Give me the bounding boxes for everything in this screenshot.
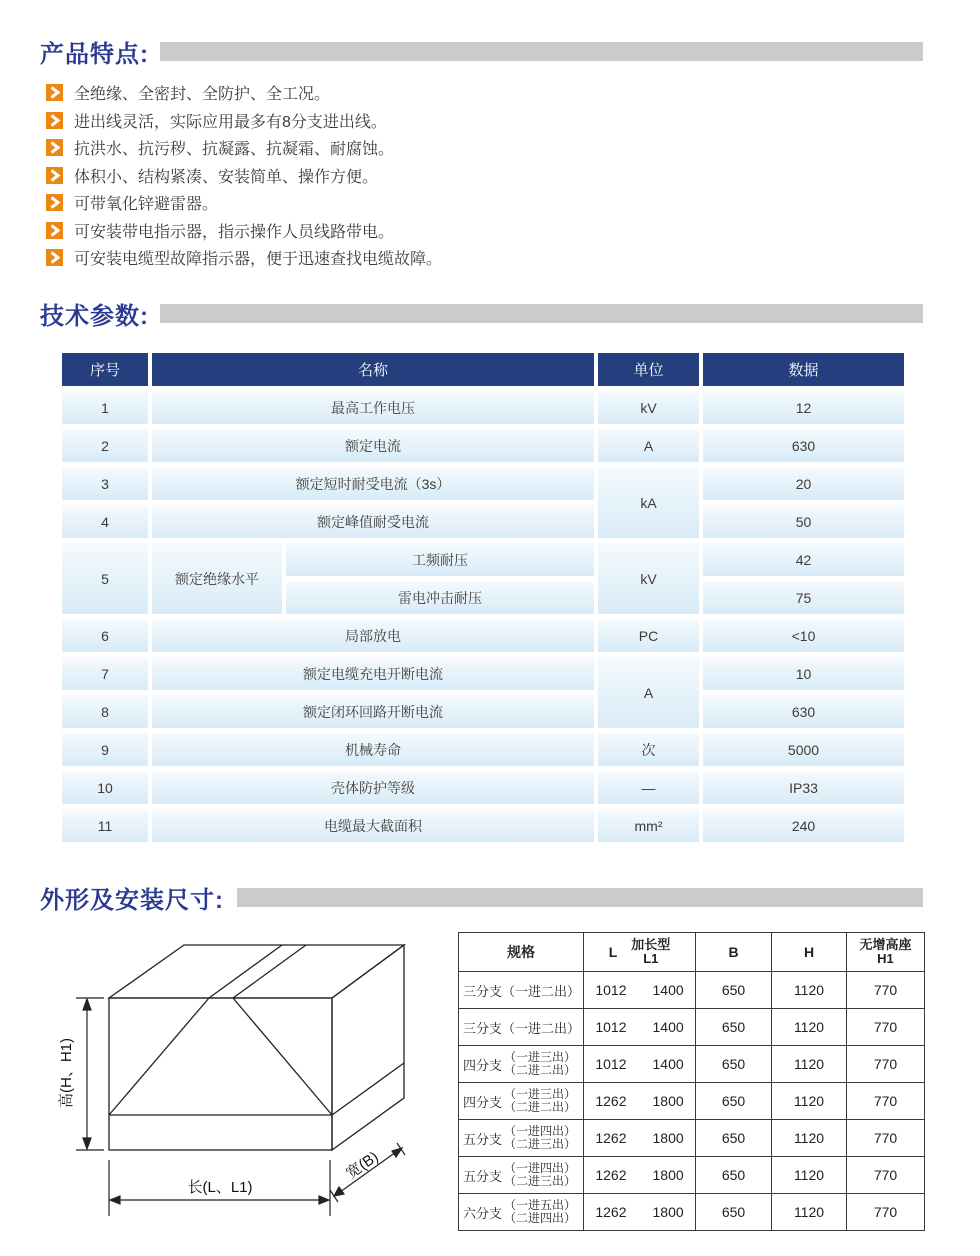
dims-spec-line2: （二进三出） — [504, 1174, 577, 1188]
param-unit: mm² — [598, 809, 699, 842]
param-value: 20 — [703, 467, 904, 500]
dims-spec: 三分支（一进二出） — [459, 1009, 584, 1046]
dims-l-l1 — [584, 1194, 696, 1231]
height-label: 高(H、H1) — [58, 1038, 75, 1108]
dims-l1: 1400 — [652, 982, 684, 998]
chevron-right-icon — [46, 84, 63, 101]
dims-b: 650 — [696, 972, 772, 1009]
dims-b: 650 — [696, 1046, 772, 1083]
param-no: 8 — [62, 695, 148, 728]
param-no: 3 — [62, 467, 148, 500]
dims-spec-line2: （二进四出） — [504, 1211, 577, 1225]
dims-row — [459, 1120, 925, 1157]
dims-spec — [459, 1083, 584, 1120]
height-dimension — [76, 998, 104, 1150]
dims-h1: 770 — [847, 972, 925, 1009]
param-value: IP33 — [703, 771, 904, 804]
features-list — [46, 84, 442, 277]
dims-l: 1262 — [595, 1167, 627, 1183]
dims-spec-prefix: 四分支 — [463, 1057, 503, 1073]
features-title: 产品特点: — [40, 41, 149, 68]
params-header-row — [62, 353, 904, 386]
features-title-bar — [160, 42, 923, 61]
dims-h1: 770 — [847, 1120, 925, 1157]
dims-spec — [459, 1120, 584, 1157]
param-no: 7 — [62, 657, 148, 690]
dims-spec — [459, 1046, 584, 1083]
dims-l1: 1400 — [652, 1019, 684, 1035]
params-row — [62, 809, 904, 842]
param-unit: kV — [598, 543, 699, 614]
chevron-right-icon — [46, 249, 63, 266]
dims-header-l1-top: 加长型 — [631, 936, 671, 952]
dims-h: 1120 — [772, 1194, 847, 1231]
param-value: 240 — [703, 809, 904, 842]
param-no: 11 — [62, 809, 148, 842]
dims-spec-line2: （二进二出） — [504, 1100, 577, 1114]
dims-l1: 1800 — [652, 1167, 684, 1183]
param-value: 630 — [703, 695, 904, 728]
params-row — [62, 771, 904, 804]
dims-h: 1120 — [772, 1120, 847, 1157]
feature-text: 可安装带电指示器，指示操作人员线路带电。 — [74, 223, 395, 241]
param-name: 额定短时耐受电流（3s） — [152, 467, 594, 500]
feature-text: 可安装电缆型故障指示器，便于迅速查找电缆故障。 — [74, 251, 443, 268]
dims-h1: 770 — [847, 1083, 925, 1120]
params-header-data: 数据 — [703, 353, 904, 386]
width-label: 宽(B) — [343, 1148, 382, 1183]
params-row — [62, 543, 904, 576]
param-no: 6 — [62, 619, 148, 652]
param-value: <10 — [703, 619, 904, 652]
feature-text: 进出线灵活，实际应用最多有8分支进出线。 — [74, 113, 387, 131]
param-value: 5000 — [703, 733, 904, 766]
params-header-name: 名称 — [152, 353, 594, 386]
dims-h1: 770 — [847, 1157, 925, 1194]
dims-h1: 770 — [847, 1009, 925, 1046]
dims-spec: 三分支（一进二出） — [459, 972, 584, 1009]
dims-h: 1120 — [772, 1009, 847, 1046]
dims-l: 1012 — [595, 982, 627, 998]
dims-l: 1262 — [595, 1093, 627, 1109]
chevron-right-icon — [46, 194, 63, 211]
length-label: 长(L、L1) — [187, 1179, 253, 1196]
dims-l-l1 — [584, 1009, 696, 1046]
dims-row — [459, 1157, 925, 1194]
dims-spec-prefix: 六分支 — [463, 1205, 503, 1221]
param-unit: PC — [598, 619, 699, 652]
dims-header-spec: 规格 — [459, 933, 584, 972]
dims-l-l1 — [584, 1157, 696, 1194]
param-no: 2 — [62, 429, 148, 462]
dims-header-h1-sub: H1 — [877, 951, 894, 966]
feature-item — [46, 167, 442, 184]
dims-h1: 770 — [847, 1046, 925, 1083]
dims-header-l1: L1 — [643, 951, 659, 966]
param-value: 75 — [703, 581, 904, 614]
dims-row — [459, 1009, 925, 1046]
chevron-right-icon — [46, 139, 63, 156]
dims-title-bar — [237, 888, 923, 907]
param-no: 1 — [62, 391, 148, 424]
dims-h1: 770 — [847, 1194, 925, 1231]
feature-item — [46, 222, 442, 239]
params-row — [62, 695, 904, 728]
feature-text: 体积小、结构紧凑、安装简单、操作方便。 — [74, 168, 379, 186]
dims-b: 650 — [696, 1120, 772, 1157]
param-name: 机械寿命 — [152, 733, 594, 766]
dims-spec-prefix: 五分支 — [463, 1131, 503, 1147]
dims-header-l-l1 — [584, 933, 696, 972]
feature-text: 抗洪水、抗污秽、抗凝露、抗凝霜、耐腐蚀。 — [74, 141, 395, 158]
dims-l: 1012 — [595, 1056, 627, 1072]
dims-h: 1120 — [772, 972, 847, 1009]
dims-row — [459, 972, 925, 1009]
dims-spec-prefix: 五分支 — [463, 1168, 503, 1184]
params-table — [58, 348, 908, 847]
feature-item — [46, 112, 442, 129]
dims-spec-line1: （一进三出） — [504, 1086, 577, 1101]
dims-b: 650 — [696, 1009, 772, 1046]
dims-header-b: B — [696, 933, 772, 972]
params-row — [62, 733, 904, 766]
dims-l1: 1800 — [652, 1204, 684, 1220]
dims-h: 1120 — [772, 1046, 847, 1083]
feature-item — [46, 194, 442, 211]
dims-l-l1 — [584, 1120, 696, 1157]
param-name: 电缆最大截面积 — [152, 809, 594, 842]
dims-l-l1 — [584, 1046, 696, 1083]
dimension-diagram — [40, 926, 452, 1252]
dims-l1: 1800 — [652, 1130, 684, 1146]
param-value: 50 — [703, 505, 904, 538]
param-value: 630 — [703, 429, 904, 462]
dims-b: 650 — [696, 1194, 772, 1231]
dims-h: 1120 — [772, 1083, 847, 1120]
dims-spec-line1: （一进四出） — [504, 1123, 577, 1138]
param-unit: kA — [598, 467, 699, 538]
param-name: 最高工作电压 — [152, 391, 594, 424]
params-row — [62, 505, 904, 538]
param-name: 壳体防护等级 — [152, 771, 594, 804]
dims-l: 1262 — [595, 1130, 627, 1146]
params-row — [62, 619, 904, 652]
dims-header-h1-top: 无增高座 — [859, 936, 912, 952]
param-name: 额定峰值耐受电流 — [152, 505, 594, 538]
param-name: 额定闭环回路开断电流 — [152, 695, 594, 728]
dims-spec-line2: （二进二出） — [504, 1063, 577, 1077]
param-unit: 次 — [598, 733, 699, 766]
dims-spec — [459, 1194, 584, 1231]
dims-b: 650 — [696, 1083, 772, 1120]
param-unit: kV — [598, 391, 699, 424]
params-title-bar — [160, 304, 923, 323]
param-name: 额定电流 — [152, 429, 594, 462]
dims-title: 外形及安装尺寸: — [40, 887, 224, 914]
dims-l-l1 — [584, 1083, 696, 1120]
feature-text: 可带氧化锌避雷器。 — [74, 196, 219, 213]
dims-header-row — [459, 933, 925, 972]
params-row — [62, 467, 904, 500]
dims-header-l: L — [608, 944, 618, 960]
param-no: 4 — [62, 505, 148, 538]
dims-l-l1 — [584, 972, 696, 1009]
param-name: 雷电冲击耐压 — [286, 581, 594, 614]
dims-row — [459, 1194, 925, 1231]
param-unit: A — [598, 657, 699, 728]
dims-spec-line1: （一进三出） — [504, 1049, 577, 1064]
param-no: 5 — [62, 543, 148, 614]
dims-spec — [459, 1157, 584, 1194]
dims-table — [458, 932, 925, 1231]
feature-item — [46, 249, 442, 266]
dims-header-h1 — [847, 933, 925, 972]
param-value: 10 — [703, 657, 904, 690]
param-value: 42 — [703, 543, 904, 576]
params-row — [62, 429, 904, 462]
feature-text: 全绝缘、全密封、全防护、全工况。 — [74, 86, 331, 103]
dims-row — [459, 1046, 925, 1083]
dims-l1: 1400 — [652, 1056, 684, 1072]
dims-l1: 1800 — [652, 1093, 684, 1109]
chevron-right-icon — [46, 167, 63, 184]
param-value: 12 — [703, 391, 904, 424]
param-no: 9 — [62, 733, 148, 766]
params-row — [62, 391, 904, 424]
dims-h: 1120 — [772, 1157, 847, 1194]
params-header-no: 序号 — [62, 353, 148, 386]
dims-row — [459, 1083, 925, 1120]
param-name: 工频耐压 — [286, 543, 594, 576]
param-group: 额定绝缘水平 — [152, 543, 282, 614]
params-title: 技术参数: — [40, 303, 149, 330]
dims-spec-line1: （一进五出） — [504, 1197, 577, 1212]
param-unit: A — [598, 429, 699, 462]
params-header-unit: 单位 — [598, 353, 699, 386]
chevron-right-icon — [46, 222, 63, 239]
dims-l: 1012 — [595, 1019, 627, 1035]
dims-b: 650 — [696, 1157, 772, 1194]
dims-header-h: H — [772, 933, 847, 972]
param-no: 10 — [62, 771, 148, 804]
param-name: 局部放电 — [152, 619, 594, 652]
param-unit: — — [598, 771, 699, 804]
feature-item — [46, 84, 442, 101]
chevron-right-icon — [46, 112, 63, 129]
dims-spec-prefix: 四分支 — [463, 1094, 503, 1110]
dims-l: 1262 — [595, 1204, 627, 1220]
dims-spec-line1: （一进四出） — [504, 1160, 577, 1175]
dims-spec-line2: （二进三出） — [504, 1137, 577, 1151]
params-row — [62, 657, 904, 690]
param-name: 额定电缆充电开断电流 — [152, 657, 594, 690]
feature-item — [46, 139, 442, 156]
